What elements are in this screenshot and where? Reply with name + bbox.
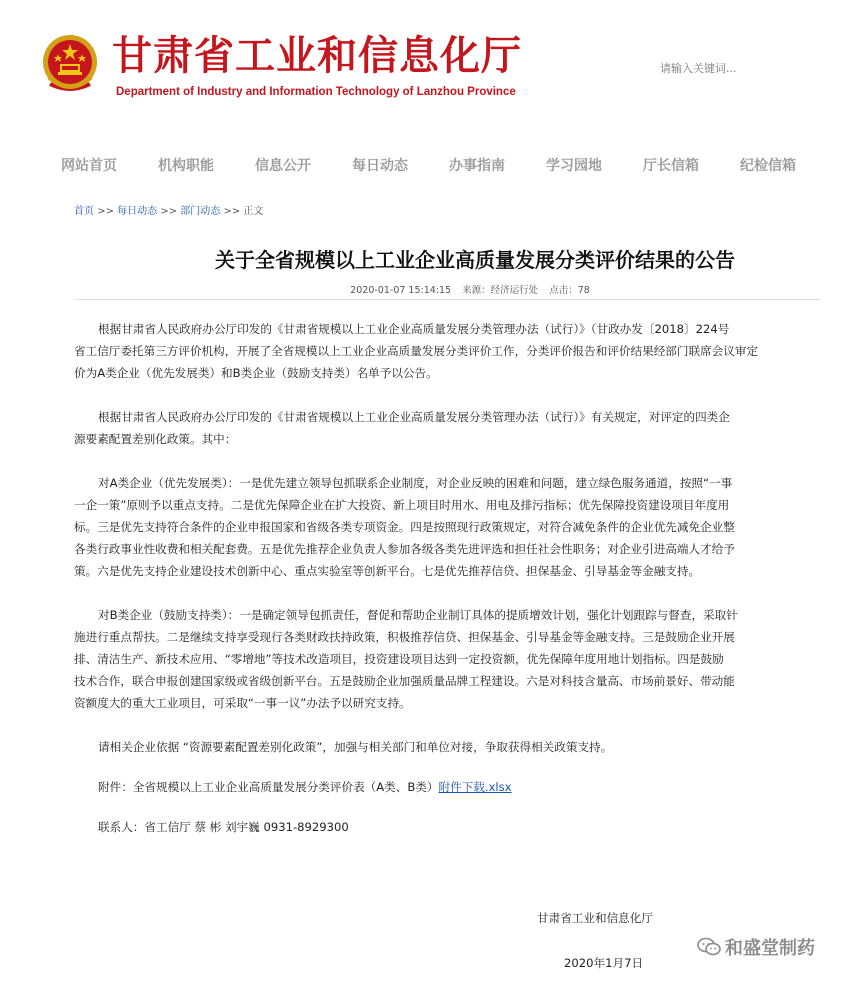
paragraph <box>74 736 820 758</box>
paragraph-line: 省工信厅委托第三方评价机构，开展了全省规模以上工业企业高质量发展分类评价工作，分类评价报告和评价结果经部门联席会议审定 <box>74 344 759 358</box>
contact-info: 联系人：省工信厅 蔡 彬 刘宇巍 0931-8929300 <box>98 820 349 834</box>
signature-organization: 甘肃省工业和信息化厅 <box>537 911 653 925</box>
paragraph-line: 根据甘肃省人民政府办公厅印发的《甘肃省规模以上工业企业高质量发展分类管理办法（试行）》有关规定，对评定的四类企 <box>98 410 730 424</box>
paragraph-line: 一企一策”原则予以重点支持。二是优先保障企业在扩大投资、新上项目时用水、用电及排污指标；优先保障投资建设项目年度用 <box>74 498 730 512</box>
paragraph-line: 请相关企业依据 “资源要素配置差别化政策”，加强与相关部门和单位对接，争取获得相关政策支持。 <box>98 740 613 754</box>
breadcrumb <box>74 202 263 217</box>
divider <box>74 299 820 300</box>
nav-item-info-disclosure[interactable]: 信息公开 <box>255 158 311 174</box>
paragraph-line: 标。三是优先支持符合条件的企业申报国家和省级各类专项资金。四是按照现行政策规定，对符合减免条件的企业优先减免企业整 <box>74 520 735 534</box>
breadcrumb-separator: >> <box>97 206 114 217</box>
paragraph-line: 施进行重点帮扶。二是继续支持享受现行各类财政扶持政策，积极推荐信贷、担保基金、引导基金等金融支持。三是鼓励企业开展 <box>74 630 735 644</box>
paragraph-line: 资额度大的重大工业项目，可采取“一事一议”办法予以研究支持。 <box>74 696 411 710</box>
paragraph <box>74 406 820 450</box>
nav-item-home[interactable]: 网站首页 <box>61 158 117 174</box>
attachment-download-link[interactable]: 附件下载.xlsx <box>438 780 512 794</box>
paragraph-line: 根据甘肃省人民政府办公厅印发的《甘肃省规模以上工业企业高质量发展分类管理办法（试行）》（甘政办发〔2018〕224号 <box>98 322 730 336</box>
breadcrumb-daily-link[interactable]: 每日动态 <box>117 206 158 217</box>
nav-item-guide[interactable]: 办事指南 <box>449 158 505 174</box>
breadcrumb-separator: >> <box>160 206 178 217</box>
paragraph <box>74 604 820 714</box>
paragraph-line: 策。六是优先支持企业建设技术创新中心、重点实验室等创新平台。七是优先推荐信贷、担保基金、引导基金等金融支持。 <box>74 564 701 578</box>
site-title: 甘肃省工业和信息化厅 <box>112 33 522 79</box>
paragraph <box>74 472 820 582</box>
wechat-icon <box>697 937 721 957</box>
nav-item-director-mailbox[interactable]: 厅长信箱 <box>643 158 699 174</box>
breadcrumb-home-link[interactable]: 首页 <box>74 206 94 217</box>
nav-item-discipline-mailbox[interactable]: 纪检信箱 <box>740 158 796 174</box>
nav-item-daily-news[interactable]: 每日动态 <box>352 158 408 174</box>
article-meta <box>0 282 860 296</box>
site-subtitle: Department of Industry and Information Technology of Lanzhou Province <box>116 86 516 98</box>
article-date: 2020-01-07 15:14:15 <box>350 285 452 296</box>
attachment-row <box>74 776 820 798</box>
paragraph-line: 价为A类企业（优先发展类）和B类企业（鼓励支持类）名单予以公告。 <box>74 366 438 380</box>
breadcrumb-separator: >> <box>223 206 241 217</box>
article-source: 来源：经济运行处 <box>462 285 539 296</box>
breadcrumb-dept-link[interactable]: 部门动态 <box>180 206 221 217</box>
paragraph <box>74 318 820 384</box>
paragraph-line: 各类行政事业性收费和相关配套费。五是优先推荐企业负责人参加各级各类先进评选和担任社会性职务；对企业引进高端人才给予 <box>74 542 735 556</box>
article-hits: 点击：78 <box>549 285 590 296</box>
national-emblem-icon <box>40 32 100 96</box>
breadcrumb-current: 正文 <box>243 206 264 217</box>
paragraph-line: 技术合作，联合申报创建国家级或省级创新平台。五是鼓励企业加强质量品牌工程建设。六是对科技含量高、市场前景好、带动能 <box>74 674 735 688</box>
paragraph-line: 排、清洁生产、新技术应用、“零增地”等技术改造项目，投资建设项目达到一定投资额，优先保障年度用地计划指标。四是鼓励 <box>74 652 724 666</box>
paragraph-line: 源要素配置差别化政策。其中： <box>74 432 237 446</box>
article-body <box>74 318 820 860</box>
search-input[interactable] <box>660 58 810 78</box>
nav-item-learning[interactable]: 学习园地 <box>546 158 602 174</box>
paragraph-line: 对B类企业（鼓励支持类）：一是确定领导包抓责任，督促和帮助企业制订具体的提质增效计划，强化计划跟踪与督查，采取针 <box>98 608 738 622</box>
signature-date: 2020年1月7日 <box>564 956 644 970</box>
contact-row <box>74 816 820 838</box>
article-title: 关于全省规模以上工业企业高质量发展分类评价结果的公告 <box>215 248 735 272</box>
attachment-line <box>74 776 820 798</box>
site-header <box>0 0 860 125</box>
main-nav <box>0 150 860 180</box>
attachment-label: 附件：全省规模以上工业企业高质量发展分类评价表（A类、B类） <box>98 780 439 794</box>
nav-item-functions[interactable]: 机构职能 <box>158 158 214 174</box>
watermark-text: 和盛堂制药 <box>725 938 815 959</box>
wechat-watermark <box>697 934 815 960</box>
paragraph-line: 对A类企业（优先发展类）：一是优先建立领导包抓联系企业制度，对企业反映的困难和问题，建立绿色服务通道，按照“一事 <box>98 476 733 490</box>
